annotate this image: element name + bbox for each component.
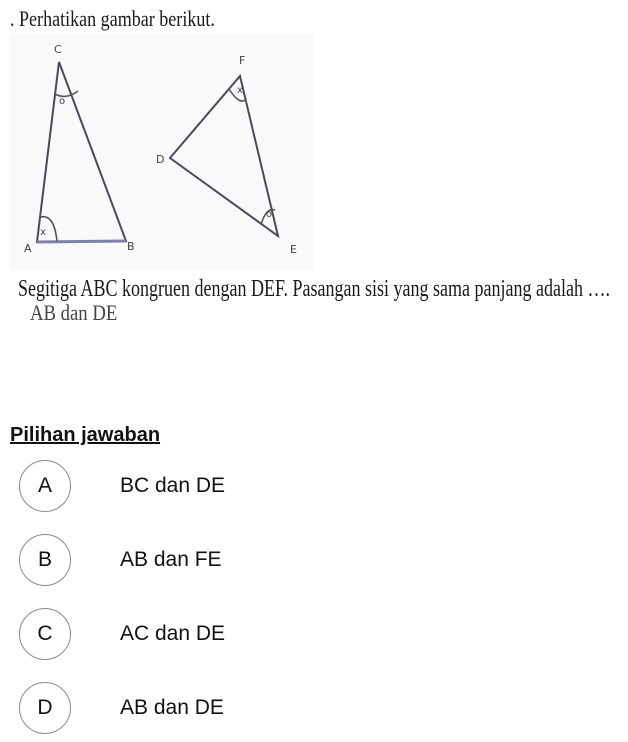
option-text: AB dan DE <box>120 696 224 719</box>
option-letter-badge: B <box>19 534 71 586</box>
option-letter-badge: C <box>19 608 71 660</box>
vertex-label-c: C <box>54 43 62 56</box>
triangle-abc <box>37 62 126 242</box>
angle-mark-a: x <box>40 227 46 238</box>
answer-option-b[interactable] <box>19 534 499 588</box>
vertex-label-b: B <box>127 240 135 253</box>
angle-mark-e: o <box>266 209 273 220</box>
vertex-label-e: E <box>290 243 297 256</box>
vertex-label-d: D <box>156 153 165 166</box>
question-panel <box>0 0 628 330</box>
question-text: Segitiga ABC kongruen dengan DEF. Pasangan sisi yang sama panjang adalah …. <box>18 276 610 302</box>
angle-mark-f: x <box>237 85 243 96</box>
vertex-label-f: F <box>239 54 246 67</box>
option-text: AB dan FE <box>120 548 222 571</box>
angle-mark-c: o <box>59 96 66 107</box>
option-letter-badge: D <box>19 682 71 734</box>
answer-option-d[interactable] <box>19 682 499 736</box>
answer-option-c[interactable] <box>19 608 499 662</box>
option-letter-badge: A <box>19 460 71 512</box>
question-cut-text: AB dan DE <box>30 300 118 325</box>
question-intro: . Perhatikan gambar berikut. <box>10 6 215 31</box>
question-cut-line <box>30 300 130 325</box>
option-text: AC dan DE <box>120 622 226 645</box>
answers-title: Pilihan jawaban <box>10 424 161 446</box>
answer-option-a[interactable] <box>19 460 499 514</box>
triangle-figure <box>10 34 314 270</box>
option-text: BC dan DE <box>120 474 226 497</box>
triangles-diagram <box>10 34 314 270</box>
vertex-label-a: A <box>24 242 32 255</box>
triangle-def <box>170 76 278 236</box>
